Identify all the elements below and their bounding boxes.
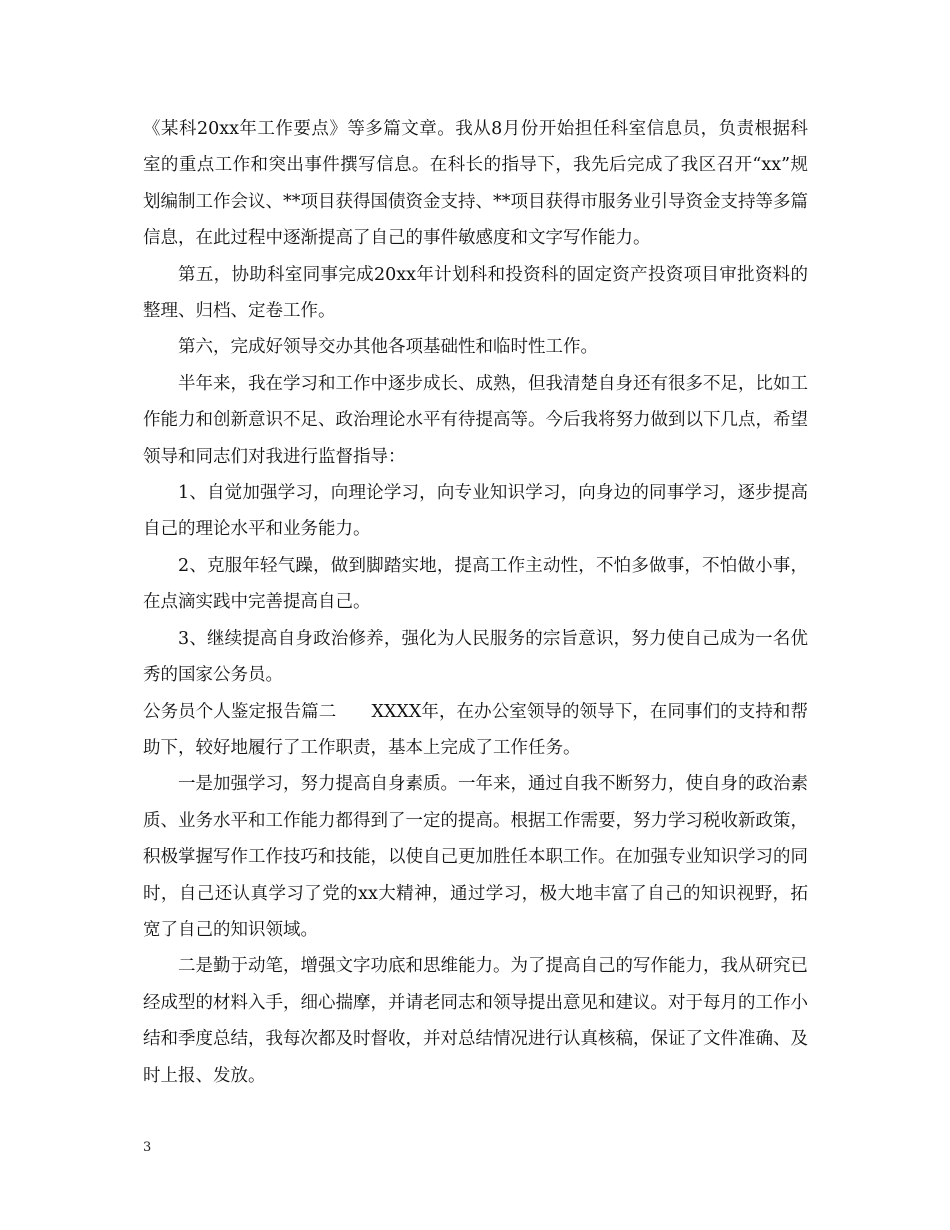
paragraph-item-six: 第六，完成好领导交办其他各项基础性和临时性工作。 (178, 337, 598, 358)
paragraph-item-five: 第五，协助科室同事完成20xx年计划科和投资科的固定资产投资项目审批资料的整理、归档、定卷工作。 (143, 264, 808, 322)
paragraph-half-year-summary: 半年来，我在学习和工作中逐步成长、成熟，但我清楚自身还有很多不足，比如工作能力和创新意识不足、政治理论水平有待提高等。今后我将努力做到以下几点，希望领导和同志们对我进行监督指导： (143, 373, 808, 467)
paragraph-report-two-heading: 公务员个人鉴定报告篇二 XXXX年，在办公室领导的领导下，在同事们的支持和帮助下，较好地履行了工作职责，基本上完成了工作任务。 (143, 701, 808, 758)
page-number: 3 (143, 1140, 152, 1155)
paragraph-point-one: 1、自觉加强学习，向理论学习，向专业知识学习，向身边的同事学习，逐步提高自己的理论水平和业务能力。 (143, 483, 808, 540)
paragraph-point-three: 3、继续提高自身政治修养，强化为人民服务的宗旨意识，努力使自己成为一名优秀的国家公务员。 (143, 628, 808, 686)
paragraph-point-two: 2、克服年轻气躁，做到脚踏实地，提高工作主动性，不怕多做事，不怕做小事，在点滴实践中完善提高自己。 (143, 555, 808, 613)
document-body (143, 111, 808, 1094)
paragraph-study: 一是加强学习，努力提高自身素质。一年来，通过自我不断努力，使自身的政治素质、业务水平和工作能力都得到了一定的提高。根据工作需要，努力学习税收新政策，积极掌握写作工作技巧和技能，以使自己更加胜任本职工作。在加强专业知识学习的同时，自己还认真学习了党的xx大精神，通过学习，极大地丰富了自己的知识视野，拓宽了自己的知识领域。 (143, 774, 808, 940)
paragraph-continuation: 《某科20xx年工作要点》等多篇文章。我从8月份开始担任科室信息员，负责根据科室的重点工作和突出事件撰写信息。在科长的指导下，我先后完成了我区召开“xx”规划编制工作会议、**项目获得国债资金支持、**项目获得市服务业引导资金支持等多篇信息，在此过程中逐渐提高了自己的事件敏感度和文字写作能力。 (143, 119, 808, 249)
paragraph-writing: 二是勤于动笔，增强文字功底和思维能力。为了提高自己的写作能力，我从研究已经成型的材料入手，细心揣摩，并请老同志和领导提出意见和建议。对于每月的工作小结和季度总结，我每次都及时督收，并对总结情况进行认真核稿，保证了文件准确、及时上报、发放。 (143, 956, 808, 1086)
